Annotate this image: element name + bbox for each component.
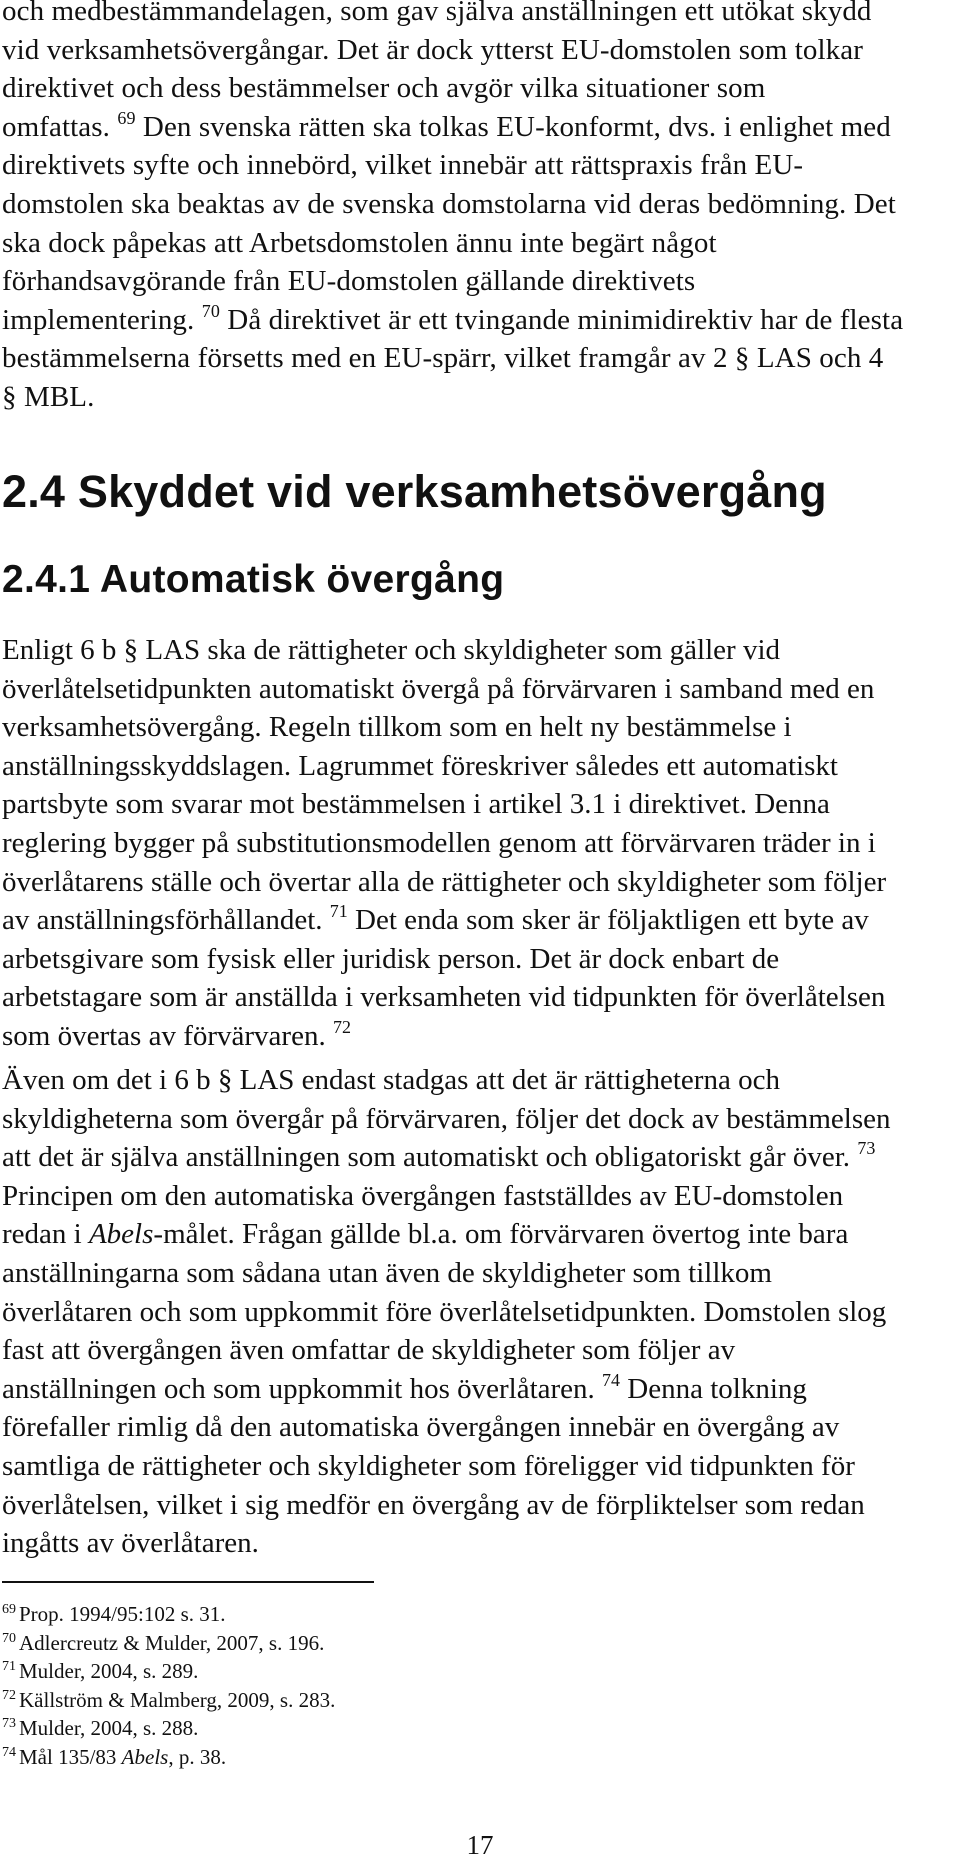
text-line: omfattas. $^{69}$ Den svenska rätten ska tolkas EU-konformt, dvs. i enlighet med: [2, 107, 891, 143]
footnotes: [2, 1600, 335, 1771]
footnote-item: $^{71}$ Mulder, 2004, s. 289.: [2, 1659, 199, 1683]
footnote-number: 71: [2, 1659, 16, 1674]
text-line: av anställningsförhållandet. $^{71}$ Det enda som sker är följaktligen ett byte av: [2, 901, 869, 937]
footnote-reference: 73: [857, 1138, 876, 1159]
text-line: § MBL.: [2, 380, 95, 413]
text-line: implementering. $^{70}$ Då direktivet är ett tvingande minimidirektiv har de flesta: [2, 300, 904, 336]
text-line: ska dock påpekas att Arbetsdomstolen ännu inte begärt något: [2, 226, 717, 259]
text-line: anställningsskyddslagen. Lagrummet föreskriver således ett automatiskt: [2, 749, 838, 782]
section-heading-2-4: 2.4 Skyddet vid verksamhetsövergång: [2, 466, 827, 517]
text-line: anställningarna som sådana utan även de skyldigheter som tillkom: [2, 1256, 772, 1289]
text-line: och medbestämmandelagen, som gav själva anställningen ett utökat skydd: [2, 0, 872, 27]
text-line: arbetstagare som är anställda i verksamheten vid tidpunkten för överlåtelsen: [2, 981, 886, 1014]
text-line: Principen om den automatiska övergången fastställdes av EU-domstolen: [2, 1179, 844, 1212]
text-line: som övertas av förvärvaren. $^{72}$: [2, 1016, 351, 1052]
text-line: verksamhetsövergång. Regeln tillkom som en helt ny bestämmelse i: [2, 711, 792, 744]
footnote-item: $^{70}$ Adlercreutz & Mulder, 2007, s. 196.: [2, 1630, 325, 1655]
text-line: överlåtelsetidpunkten automatiskt övergå på förvärvaren i samband med en: [2, 672, 875, 705]
text-line: bestämmelserna försetts med en EU-spärr, vilket framgår av 2 § LAS och 4: [2, 342, 884, 375]
text-line: redan i Abels-målet. Frågan gällde bl.a. om förvärvaren övertog inte bara: [2, 1218, 849, 1251]
footnote-reference: 69: [117, 107, 136, 128]
text-line: att det är själva anställningen som automatiskt och obligatoriskt går över. $^{73}$: [2, 1138, 876, 1174]
paragraph-1: [2, 0, 903, 417]
text-line: anställningen och som uppkommit hos överlåtaren. $^{74}$ Denna tolkning: [2, 1369, 807, 1405]
footnote-number: 73: [2, 1716, 16, 1731]
text-line: förhandsavgörande från EU-domstolen gällande direktivets: [2, 265, 696, 298]
text-line: överlåtaren och som uppkommit före överlåtelsetidpunkten. Domstolen slog: [2, 1295, 887, 1328]
paragraph-3: [2, 1061, 890, 1563]
text-line: reglering bygger på substitutionsmodellen genom att förvärvaren träder in i: [2, 826, 876, 859]
footnote-number: 69: [2, 1602, 16, 1617]
footnote-reference: 70: [201, 300, 220, 321]
italic-case-name: Abels: [121, 1744, 169, 1769]
paragraph-2: [2, 631, 886, 1056]
text-line: överlåtelsen, vilket i sig medför en övergång av de förpliktelser som redan: [2, 1488, 865, 1521]
text-line: Även om det i 6 b § LAS endast stadgas att det är rättigheterna och: [2, 1064, 780, 1096]
footnote-item: $^{72}$ Källström & Malmberg, 2009, s. 283.: [2, 1687, 336, 1712]
page-number: 17: [466, 1830, 494, 1860]
footnote-number: 70: [2, 1630, 16, 1646]
footnote-item: $^{73}$ Mulder, 2004, s. 288.: [2, 1716, 199, 1740]
text-line: vid verksamhetsövergångar. Det är dock ytterst EU-domstolen som tolkar: [2, 33, 863, 66]
text-line: Enligt 6 b § LAS ska de rättigheter och skyldigheter som gäller vid: [2, 634, 781, 666]
footnote-reference: 74: [602, 1369, 621, 1390]
text-line: direktivet och dess bestämmelser och avgör vilka situationer som: [2, 72, 766, 105]
text-line: samtliga de rättigheter och skyldigheter som föreligger vid tidpunkten för: [2, 1449, 855, 1482]
footnote-reference: 72: [332, 1016, 351, 1037]
footnote-item: $^{74}$ Mål 135/83 Abels, p. 38.: [2, 1744, 227, 1769]
text-line: skyldigheterna som övergår på förvärvaren, följer det dock av bestämmelsen: [2, 1102, 891, 1135]
footnote-separator: [2, 1581, 374, 1583]
italic-case-name: Abels: [88, 1218, 154, 1251]
text-line: arbetsgivare som fysisk eller juridisk person. Det är dock enbart de: [2, 942, 780, 975]
text-line: direktivets syfte och innebörd, vilket innebär att rättspraxis från EU-: [2, 149, 804, 182]
subsection-heading-2-4-1: 2.4.1 Automatisk övergång: [2, 558, 505, 601]
text-line: förefaller rimlig då den automatiska övergången innebär en övergång av: [2, 1411, 840, 1444]
footnote-item: $^{69}$ Prop. 1994/95:102 s. 31.: [2, 1602, 226, 1626]
text-line: ingåtts av överlåtaren.: [2, 1527, 259, 1560]
footnote-number: 72: [2, 1687, 16, 1703]
text-line: partsbyte som svarar mot bestämmelsen i artikel 3.1 i direktivet. Denna: [2, 788, 830, 821]
text-line: överlåtarens ställe och övertar alla de rättigheter och skyldigheter som följer: [2, 865, 887, 898]
text-line: domstolen ska beaktas av de svenska domstolarna vid deras bedömning. Det: [2, 187, 896, 220]
footnote-reference: 71: [329, 901, 348, 922]
text-line: fast att övergången även omfattar de skyldigheter som följer av: [2, 1334, 736, 1367]
footnote-number: 74: [2, 1744, 16, 1760]
